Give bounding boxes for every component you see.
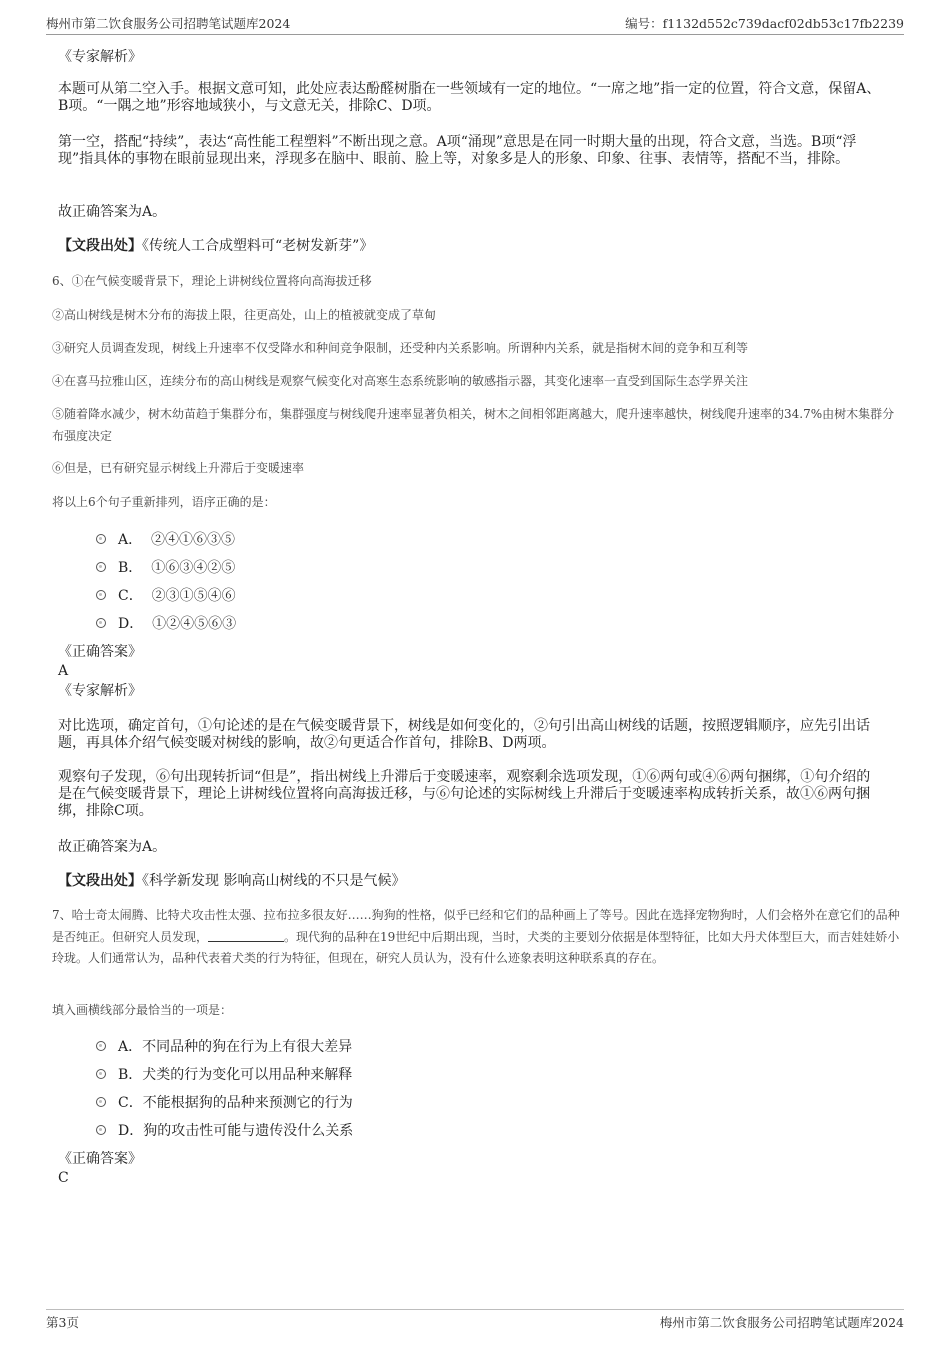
q6-analysis-paragraph-1: 对比选项，确定首句，①句论述的是在气候变暖背景下，树线是如何变化的，②句引出高山树线的话题，按照逻辑顺序，应先引出话题，再具体介绍气候变暖对树线的影响，故②句更适合作首句，排除B、D两项。: [58, 718, 870, 751]
option-letter: C．: [118, 588, 143, 604]
q6-analysis-label: 《专家解析》: [58, 683, 142, 699]
q5-analysis-conclusion: 故正确答案为A。: [58, 204, 167, 220]
header-serial-number: 编号：f1132d552c739dacf02db53c17fb2239: [625, 16, 904, 31]
q6-source-label: 【文段出处】: [58, 873, 142, 889]
header-title: 梅州市第二饮食服务公司招聘笔试题库2024: [46, 16, 291, 31]
q6-source: [58, 873, 405, 890]
page-header: [46, 14, 904, 32]
page-number: 第3页: [46, 1315, 79, 1330]
q7-stem: [52, 905, 900, 970]
q5-analysis-paragraph-1: 本题可从第二空入手。根据文意可知，此处应表达酚醛树脂在一些领域有一定的地位。“一席之地”指一定的位置，符合文意，保留A、B项。“一隅之地”形容地域狭小，与文意无关，排除C、D项。: [58, 81, 881, 114]
footer-divider: [46, 1309, 904, 1310]
option-text: 犬类的行为变化可以用品种来解释: [142, 1067, 353, 1083]
q6-sentence-1: 6、①在气候变暖背景下，理论上讲树线位置将向高海拔迁移: [52, 274, 372, 288]
option-letter: A．: [118, 1039, 143, 1055]
option-text: ②③①⑤④⑥: [151, 588, 236, 604]
option-text: ①⑥③④②⑤: [151, 560, 236, 576]
q6-analysis-conclusion: 故正确答案为A。: [58, 839, 167, 855]
q6-sentence-6: ⑥但是，已有研究显示树线上升滞后于变暖速率: [52, 461, 305, 475]
q6-sentence-3: ③研究人员调查发现，树线上升速率不仅受降水和种间竞争限制，还受种内关系影响。所谓种内关系，就是指树木间的竞争和互利等: [52, 341, 749, 355]
footer-title: 梅州市第二饮食服务公司招聘笔试题库2024: [659, 1315, 904, 1330]
q6-source-title: 《科学新发现 影响高山树线的不只是气候》: [142, 873, 406, 889]
radio-icon[interactable]: [96, 562, 106, 572]
q6-sentence-4: ④在喜马拉雅山区，连续分布的高山树线是观察气候变化对高寒生态系统影响的敏感指示器，其变化速率一直受到国际生态学界关注: [52, 374, 749, 388]
option-letter: D．: [118, 616, 144, 632]
option-text: ①②④⑤⑥③: [152, 616, 237, 632]
q7-answer-value: C: [58, 1170, 69, 1186]
option-letter: B．: [118, 560, 143, 576]
option-letter: D．: [118, 1123, 144, 1139]
option-text: 不能根据狗的品种来预测它的行为: [142, 1095, 353, 1111]
q5-analysis-label: 《专家解析》: [58, 49, 142, 65]
q5-analysis-paragraph-2: 第一空，搭配“持续”，表达“高性能工程塑料”不断出现之意。A项“涌现”意思是在同一时期大量的出现，符合文意，当选。B项“浮现”指具体的事物在眼前显现出来，浮现多在脑中、眼前、脸上等，对象多是人的形象、印象、往事、表情等，搭配不当，排除。: [58, 134, 857, 167]
header-divider: [46, 34, 904, 35]
option-text: ②④①⑥③⑤: [151, 532, 236, 548]
option-letter: B．: [118, 1067, 143, 1083]
q5-source-label: 【文段出处】: [58, 238, 142, 254]
q6-answer-label: 《正确答案》: [58, 644, 142, 660]
q6-sentence-5: ⑤随着降水减少，树木幼苗趋于集群分布，集群强度与树线爬升速率显著负相关，树木之间相邻距离越大，爬升速率越快，树线爬升速率的34.7%由树木集群分布强度决定: [52, 407, 895, 443]
radio-icon[interactable]: [96, 1097, 106, 1107]
q5-source: [58, 238, 373, 255]
q6-answer-value: A: [58, 663, 69, 679]
q7-answer-label: 《正确答案》: [58, 1151, 142, 1167]
q5-source-title: 《传统人工合成塑料可“老树发新芽”》: [142, 238, 374, 254]
q7-stem-before: 7、哈士奇太闹腾、比特犬攻击性太强、拉布拉多很友好……狗狗的性格，似乎已经和它们的品种画上了等号。因此在选择宠物狗时，人们会格外在意它们的品种是否纯正。但研究人员发现，: [52, 908, 900, 944]
radio-icon[interactable]: [96, 590, 106, 600]
q6-analysis-paragraph-2: 观察句子发现，⑥句出现转折词“但是”，指出树线上升滞后于变暖速率，观察剩余选项发现，①⑥两句或④⑥两句捆绑，①句介绍的是在气候变暖背景下，理论上讲树线位置将向高海拔迁移，与⑥句论述的实际树线上升滞后于变暖速率构成转折关系，故①⑥两句捆绑，排除C项。: [58, 769, 871, 819]
option-letter: C．: [118, 1095, 143, 1111]
option-text: 不同品种的狗在行为上有很大差异: [142, 1039, 353, 1055]
q7-prompt: 填入画横线部分最恰当的一项是：: [52, 1003, 233, 1017]
radio-icon[interactable]: [96, 534, 106, 544]
radio-icon[interactable]: [96, 1041, 106, 1051]
radio-icon[interactable]: [96, 1069, 106, 1079]
q6-prompt: 将以上6个句子重新排列，语序正确的是：: [52, 495, 276, 509]
q6-sentence-2: ②高山树线是树木分布的海拔上限，往更高处，山上的植被就变成了草甸: [52, 308, 437, 322]
radio-icon[interactable]: [96, 618, 106, 628]
radio-icon[interactable]: [96, 1125, 106, 1135]
fill-in-blank: [208, 929, 284, 942]
option-letter: A．: [118, 532, 143, 548]
q7-stem-after: 。现代狗的品种在19世纪中后期出现，当时，犬类的主要划分依据是体型特征，比如大丹犬体型巨大，而吉娃娃娇小玲珑。人们通常认为，品种代表着犬类的行为特征，但现在，研究人员认为，没有什么迹象表明这种联系真的存在。: [52, 929, 900, 965]
option-text: 狗的攻击性可能与遗传没什么关系: [143, 1123, 354, 1139]
